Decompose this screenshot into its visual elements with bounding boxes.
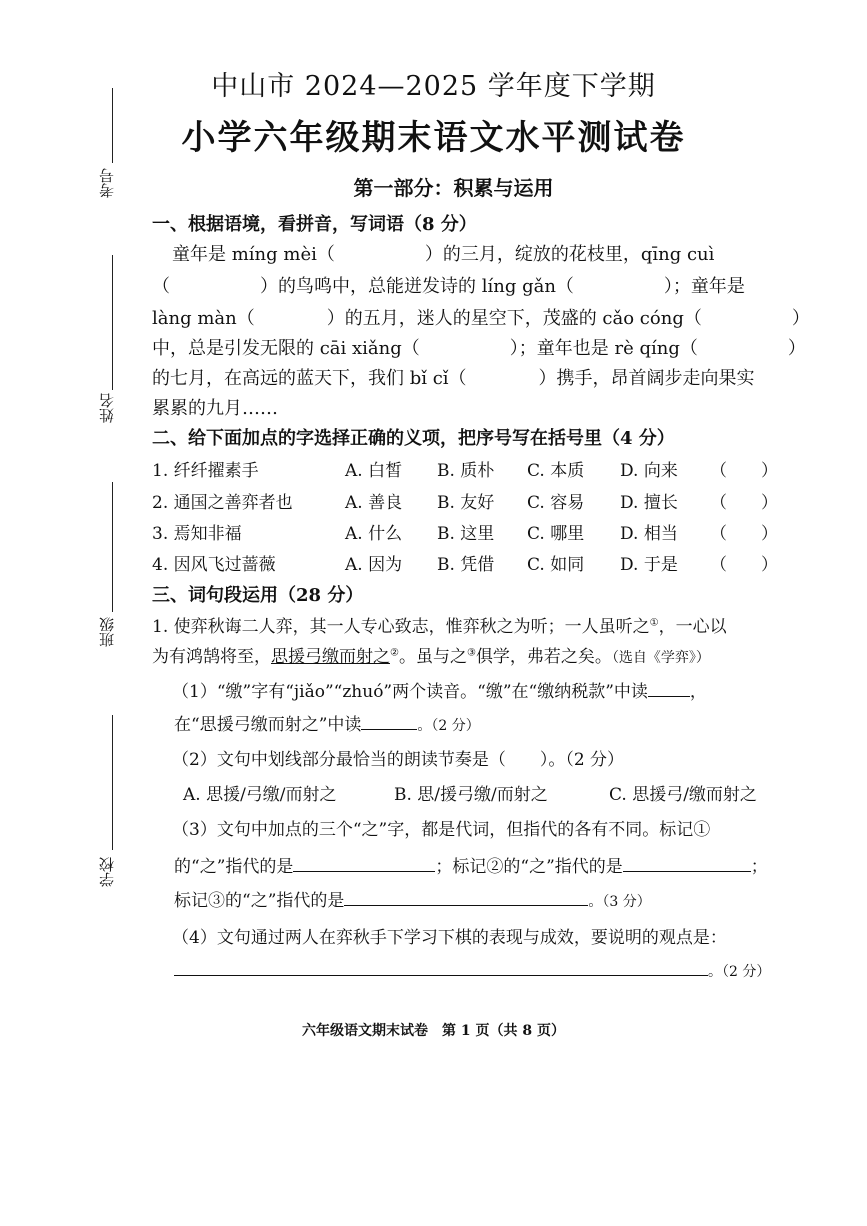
mcq-option-b: B. 质朴 <box>437 461 495 481</box>
section2-heading: 二、给下面加点的字选择正确的义项，把序号写在括号里（4 分） <box>152 428 675 449</box>
question-2: （2）文句中划线部分最恰当的朗读节奏是（ ）。（2 分） <box>172 750 625 770</box>
mcq-option-b: B. 这里 <box>437 524 495 544</box>
answer-paren[interactable]: （ ） <box>710 461 778 481</box>
mcq-option-d: D. 于是 <box>620 555 678 575</box>
mcq-option-a: A. 因为 <box>345 555 403 575</box>
mcq-option-c: C. 容易 <box>527 493 585 513</box>
mcq-row <box>0 456 867 482</box>
score-label: 。（2 分） <box>708 964 771 980</box>
question-2-option-a: A. 思援/弓缴/而射之 <box>183 785 337 805</box>
mcq-option-d: D. 擅长 <box>620 493 678 513</box>
section1-line: （ ）的鸟鸣中，总能迸发诗的 líng gǎn（ ）；童年是 <box>152 276 745 297</box>
mcq-row <box>0 488 867 514</box>
mcq-question: 4. 因风飞过蔷薇 <box>152 555 276 575</box>
answer-blank[interactable] <box>344 888 588 906</box>
passage-line <box>152 642 710 667</box>
side-label-exam-no: 考号 <box>98 168 116 198</box>
mcq-row <box>0 550 867 576</box>
answer-blank[interactable] <box>293 854 435 872</box>
passage-text: 俱学，弗若之矣。 <box>475 647 612 667</box>
mcq-question: 2. 通国之善弈者也 <box>152 493 293 513</box>
passage-text: 。虽与之 <box>398 647 467 667</box>
side-line-name <box>112 255 113 390</box>
question-3-line3 <box>174 886 651 911</box>
answer-blank[interactable] <box>174 958 708 976</box>
question-3-text: 标记③的“之”指代的是 <box>174 891 345 911</box>
footnote-mark: ③ <box>466 647 476 659</box>
mcq-option-b: B. 凭借 <box>437 555 495 575</box>
score-label: 。（3 分） <box>588 894 651 910</box>
side-label-school: 学校 <box>98 857 116 887</box>
question-1-line1: （1）“缴”字有“jiǎo”“zhuó”两个读音。“缴”在“缴纳税款”中读 ， <box>172 677 707 702</box>
section1-line: 中，总是引发无限的 cāi xiǎng（ ）；童年也是 rè qíng（ ） <box>152 338 806 359</box>
passage-source: （选自《学弈》） <box>611 650 710 666</box>
mcq-option-a: A. 白皙 <box>345 461 403 481</box>
score-label: 。（2 分） <box>417 718 480 734</box>
side-line-school <box>112 715 113 850</box>
underlined-phrase: 思援弓缴而射之 <box>271 647 390 667</box>
section1-heading: 一、根据语境，看拼音，写词语（8 分） <box>152 214 477 235</box>
answer-paren[interactable]: （ ） <box>710 524 778 544</box>
section1-line: 童年是 míng mèi（ ）的三月，绽放的花枝里，qīng cuì <box>172 244 715 265</box>
question-4-line2 <box>174 958 770 981</box>
passage-text: 1. 使弈秋诲二人弈，其一人专心致志，惟弈秋之为听；一人虽听之 <box>152 617 650 637</box>
section3-heading: 三、词句段运用（28 分） <box>152 585 364 606</box>
mcq-option-a: A. 什么 <box>345 524 403 544</box>
passage-line <box>152 612 727 637</box>
mcq-option-b: B. 友好 <box>437 493 495 513</box>
mcq-option-c: C. 如同 <box>527 555 585 575</box>
mcq-option-a: A. 善良 <box>345 493 403 513</box>
answer-blank[interactable] <box>361 712 417 730</box>
question-1-line2 <box>174 710 480 735</box>
side-label-name: 姓名 <box>98 393 116 423</box>
part-title: 第一部分：积累与运用 <box>353 176 554 200</box>
question-2-option-b: B. 思/援弓缴/而射之 <box>394 785 548 805</box>
exam-title-line2: 小学六年级期末语文水平测试卷 <box>181 118 686 158</box>
section1-line: làng màn（ ）的五月，迷人的星空下，茂盛的 cǎo cóng（ ） <box>152 308 810 329</box>
answer-blank[interactable] <box>648 679 690 697</box>
mcq-option-c: C. 哪里 <box>527 524 585 544</box>
mcq-question: 1. 纤纤擢素手 <box>152 461 259 481</box>
mcq-option-c: C. 本质 <box>527 461 585 481</box>
exam-title-line1: 中山市 2024—2025 学年度下学期 <box>211 71 656 102</box>
mcq-option-d: D. 相当 <box>620 524 678 544</box>
answer-blank[interactable] <box>623 854 751 872</box>
answer-paren[interactable]: （ ） <box>710 555 778 575</box>
question-3-line1: （3）文句中加点的三个“之”字，都是代词，但指代的各有不同。标记① <box>172 820 711 840</box>
mcq-row <box>0 519 867 545</box>
section1-line: 的七月，在高远的蓝天下，我们 bǐ cǐ（ ）携手，昂首阔步走向果实 <box>152 368 755 389</box>
passage-text: 为有鸿鹄将至， <box>152 647 271 667</box>
question-1-text: （1）“缴”字有“jiǎo”“zhuó”两个读音。“缴”在“缴纳税款”中读 <box>172 682 648 702</box>
section1-line: 累累的九月…… <box>152 398 278 419</box>
mcq-option-d: D. 向来 <box>620 461 678 481</box>
footnote-mark: ② <box>390 647 399 659</box>
footnote-mark: ① <box>649 617 659 629</box>
answer-paren[interactable]: （ ） <box>710 493 778 513</box>
question-3-text: 的“之”指代的是 <box>174 857 294 877</box>
question-3-text: ；标记②的“之”指代的是 <box>435 857 623 877</box>
side-label-class: 班级 <box>98 617 116 647</box>
passage-text: ，一心以 <box>658 617 727 637</box>
question-2-option-c: C. 思援弓/缴而射之 <box>609 785 757 805</box>
question-3-line2: 的“之”指代的是 ；标记②的“之”指代的是 ； <box>174 852 768 877</box>
question-4-line1: （4）文句通过两人在弈秋手下学习下棋的表现与成效，要说明的观点是： <box>172 928 727 948</box>
page-footer: 六年级语文期末试卷 第 1 页（共 8 页） <box>302 1023 565 1039</box>
question-1-text: 在“思援弓缴而射之”中读 <box>174 715 362 735</box>
mcq-question: 3. 焉知非福 <box>152 524 242 544</box>
